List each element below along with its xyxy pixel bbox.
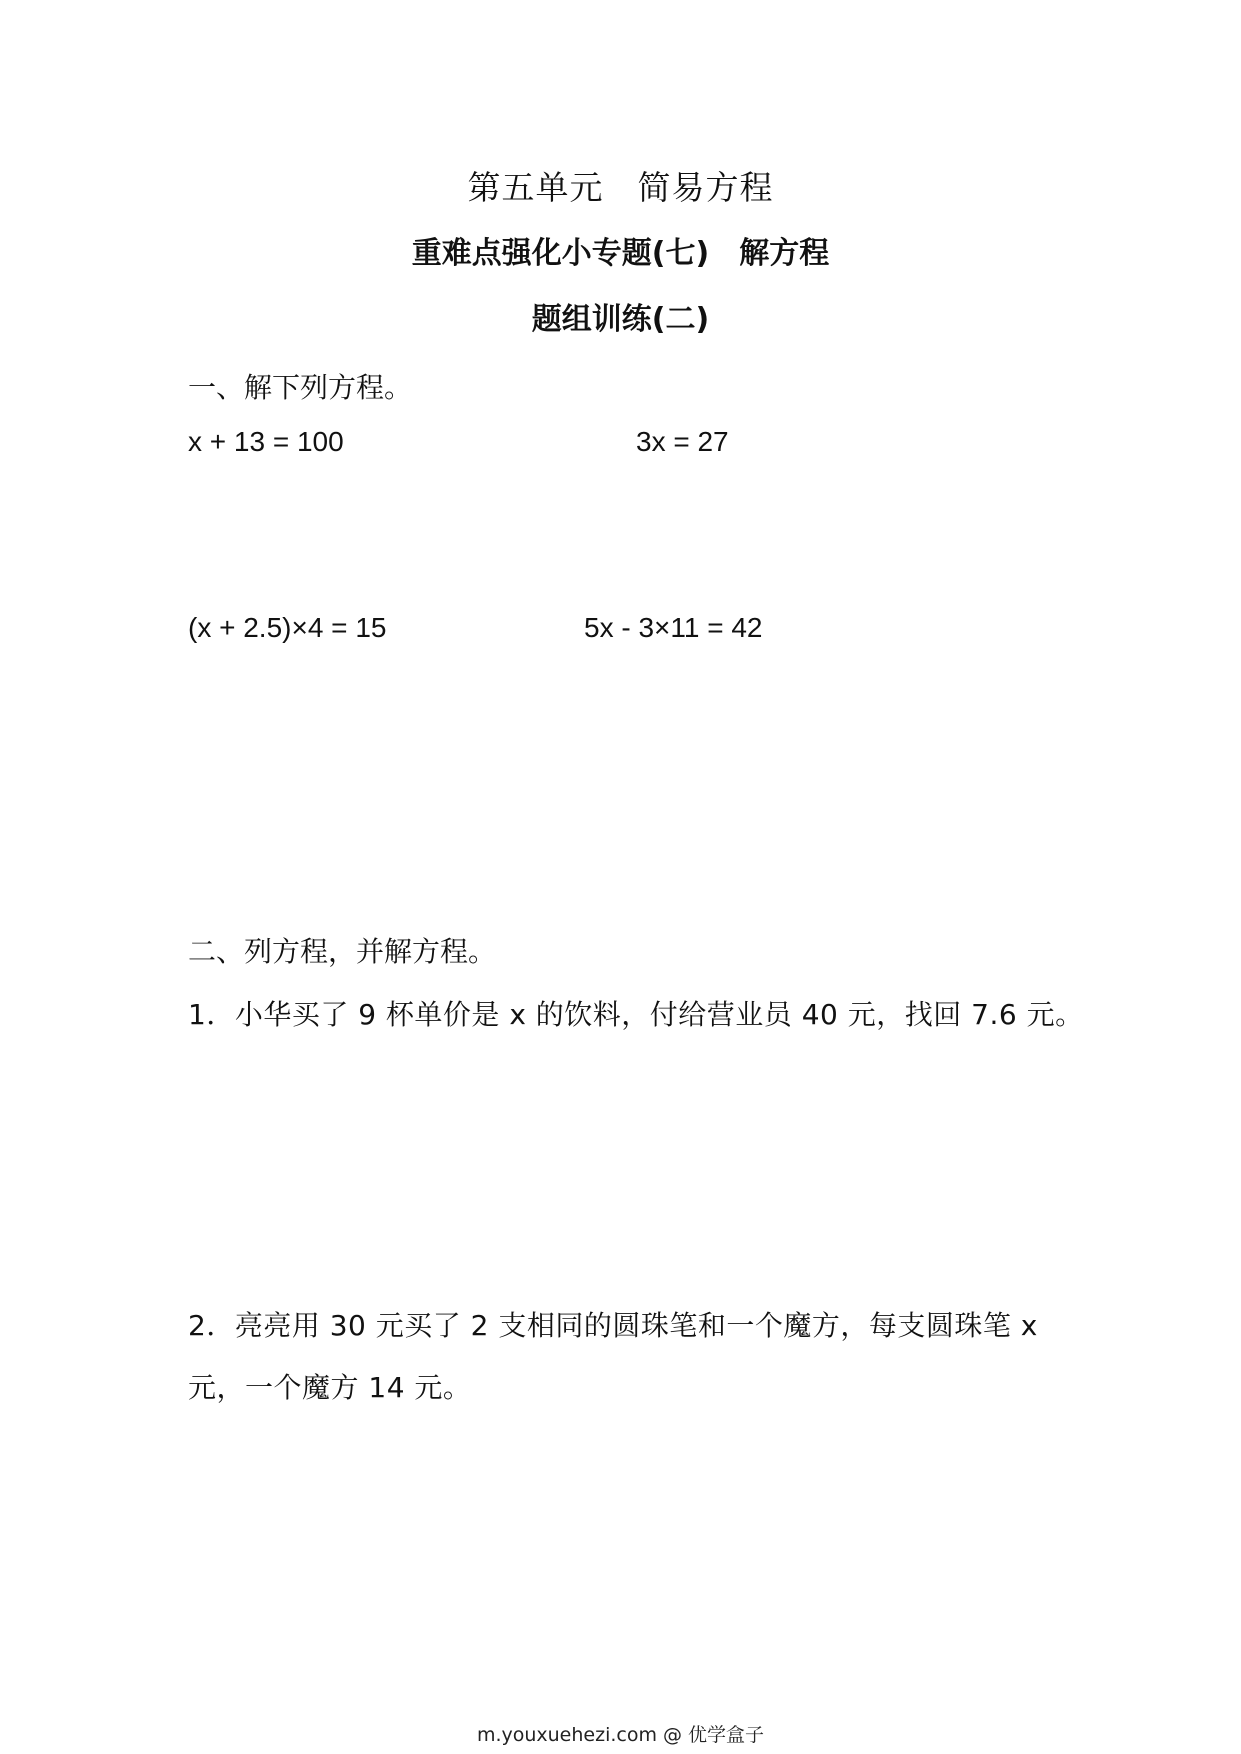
section1-heading: 一、解下列方程。 xyxy=(188,371,413,404)
exercise-group-title: 题组训练(二) xyxy=(531,302,710,337)
equation-3: (x + 2.5)×4 = 15 xyxy=(188,612,387,643)
equation-2: 3x = 27 xyxy=(636,426,729,457)
unit-title xyxy=(0,162,1241,209)
topic-subject-label: 解方程 xyxy=(739,236,830,271)
topic-title xyxy=(0,228,1241,272)
equation-1: x + 13 = 100 xyxy=(188,426,344,457)
word-problem-2-line2: 元，一个魔方 14 元。 xyxy=(188,1371,472,1404)
footer-watermark: m.youxuehezi.com @ 优学盒子 xyxy=(476,1724,765,1746)
topic-title-label: 重难点强化小专题(七) xyxy=(411,236,710,271)
equation-4: 5x - 3×11 = 42 xyxy=(584,612,763,643)
unit-title-label: 第五单元 xyxy=(467,168,604,207)
section2-heading: 二、列方程，并解方程。 xyxy=(188,935,497,968)
unit-subject-label: 简易方程 xyxy=(637,168,774,207)
word-problem-1: 1．小华买了 9 杯单价是 x 的饮料，付给营业员 40 元，找回 7.6 元。 xyxy=(188,998,1084,1031)
word-problem-2-line1: 2．亮亮用 30 元买了 2 支相同的圆珠笔和一个魔方，每支圆珠笔 x xyxy=(188,1309,1038,1342)
